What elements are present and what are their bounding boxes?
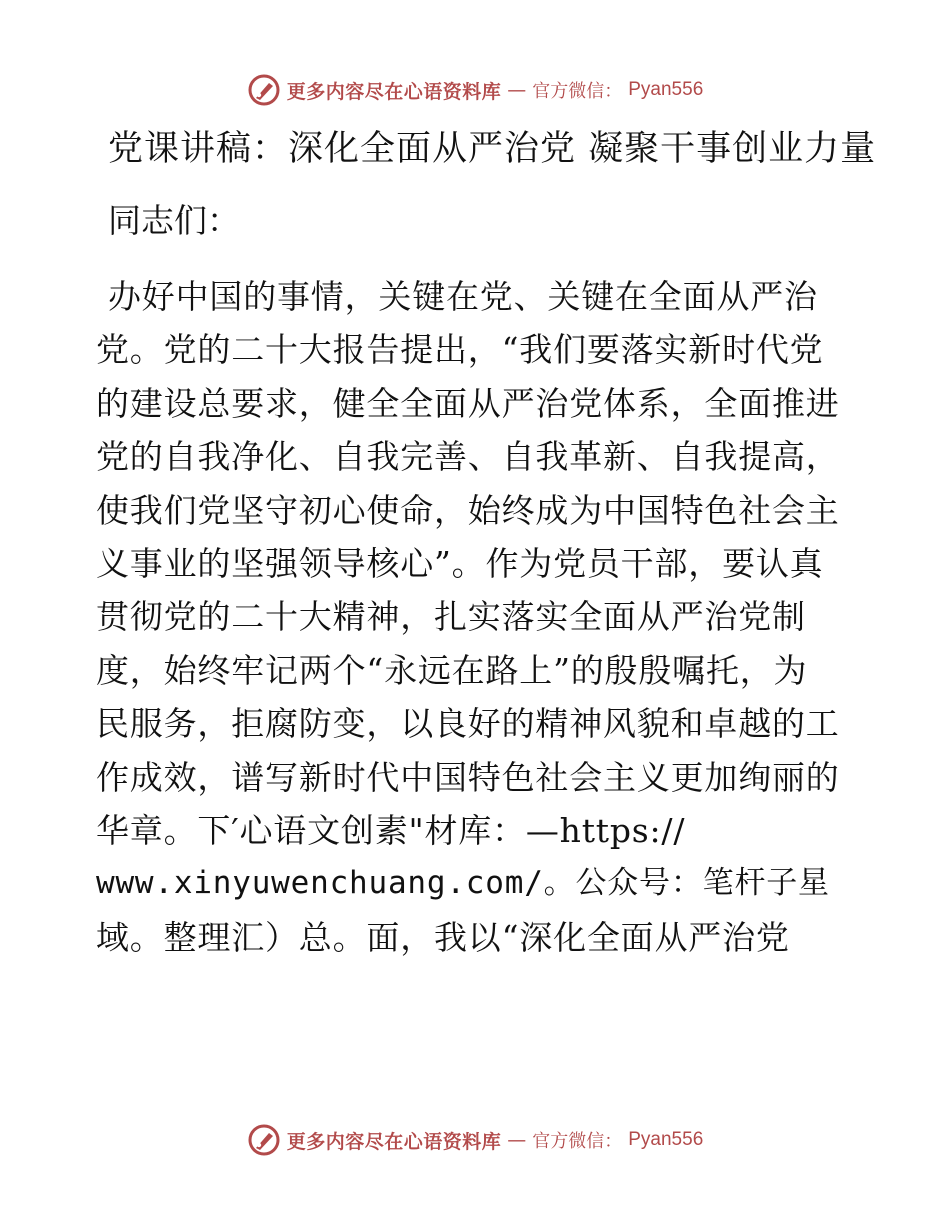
banner-label: 官方微信： [532,1131,623,1152]
banner-dash: — [507,1129,527,1151]
body-line: 义事业的坚强领导核心”。作为党员干部，要认真 [96,543,824,583]
body-line: 民服务，拒腐防变，以良好的精神风貌和卓越的工 [96,704,840,744]
body-line: 贯彻党的二十大精神，扎实落实全面从严治党制 [96,597,806,637]
body-line: 度，始终牢记两个“永远在路上”的殷殷嘱托，为 [96,650,808,690]
banner-wechat-id: Pyan556 [628,1129,704,1150]
pen-nib-circle-icon [247,73,281,107]
header-watermark-banner [0,70,950,110]
body-line-url: www.xinyuwenchuang.com/。公众号：笔杆子星 [96,865,830,902]
body-line: 华章。下′心语文创素"材库：—https:// [96,810,686,850]
banner-dash: — [507,79,527,101]
body-line: 办好中国的事情，关键在党、关键在全面从严治 [108,277,818,316]
body-paragraph [96,270,856,964]
pen-nib-circle-icon [247,1123,281,1157]
body-line: 的建设总要求，健全全面从严治党体系，全面推进 [96,383,840,423]
body-line: 使我们党坚守初心使命，始终成为中国特色社会主 [96,490,840,530]
body-line: 域。整理汇）总。面，我以“深化全面从严治党 [96,917,790,957]
salutation: 同志们： [108,201,240,240]
footer-watermark-banner [0,1120,950,1160]
banner-text: 更多内容尽在心语资料库 [286,1130,502,1153]
document-title: 党课讲稿：深化全面从严治党 凝聚干事创业力量 [108,129,877,169]
body-line: 党的自我净化、自我完善、自我革新、自我提高， [96,437,840,477]
banner-label: 官方微信： [532,81,623,102]
body-line: 作成效，谱写新时代中国特色社会主义更加绚丽的 [96,757,840,797]
body-line: 党。党的二十大报告提出，“我们要落实新时代党 [96,330,824,370]
banner-wechat-id: Pyan556 [628,79,704,100]
banner-text: 更多内容尽在心语资料库 [286,80,502,103]
